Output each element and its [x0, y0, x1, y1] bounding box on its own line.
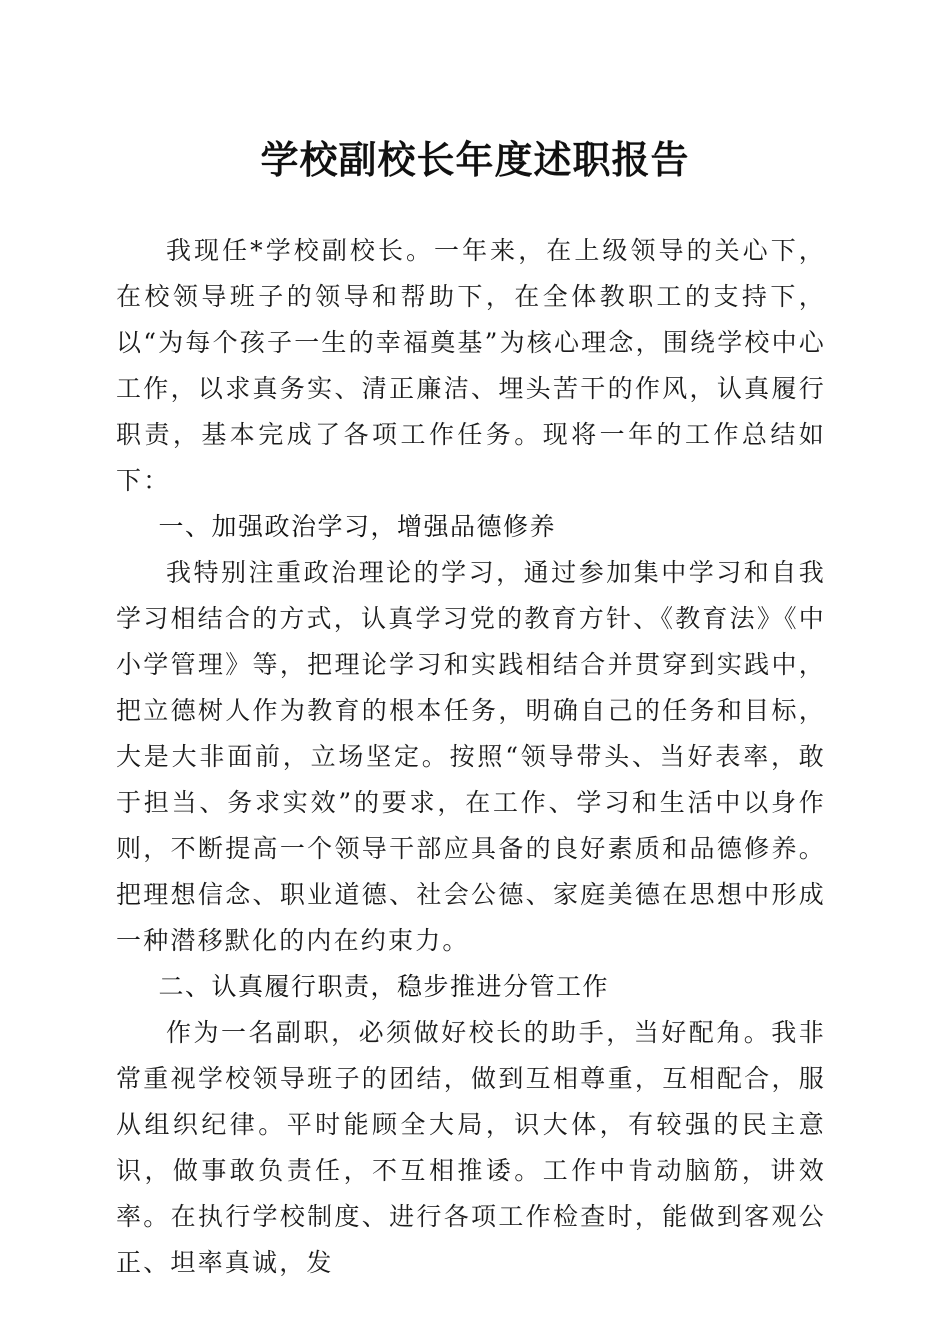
section-paragraph-1: 我特别注重政治理论的学习，通过参加集中学习和自我学习相结合的方式，认真学习党的教育方针、《教育法》《中小学管理》等，把理论学习和实践相结合并贯穿到实践中，把立德树人作为教育的根本任务，明确自己的任务和目标，大是大非面前，立场坚定。按照“领导带头、当好表率，敢于担当、务求实效”的要求，在工作、学习和生活中以身作则，不断提高一个领导干部应具备的良好素质和品德修养。把理想信念、职业道德、社会公德、家庭美德在思想中形成一种潜移默化的内在约束力。: [116, 558, 826, 955]
document-body: [116, 228, 826, 1286]
section-heading-1: 一、加强政治学习，增强品德修养: [158, 512, 557, 541]
document-title: 学校副校长年度述职报告: [260, 137, 690, 182]
intro-paragraph: 我现任*学校副校长。一年来，在上级领导的关心下，在校领导班子的领导和帮助下，在全体教职工的支持下，以“为每个孩子一生的幸福奠基”为核心理念，围绕学校中心工作，以求真务实、清正廉洁、埋头苦干的作风，认真履行职责，基本完成了各项工作任务。现将一年的工作总结如下：: [116, 236, 826, 495]
section-paragraph-2: 作为一名副职，必须做好校长的助手，当好配角。我非常重视学校领导班子的团结，做到互相尊重，互相配合，服从组织纪律。平时能顾全大局，识大体，有较强的民主意识，做事敢负责任，不互相推诿。工作中肯动脑筋，讲效率。在执行学校制度、进行各项工作检查时，能做到客观公正、坦率真诚，发: [116, 1018, 826, 1277]
section-heading-2: 二、认真履行职责，稳步推进分管工作: [158, 972, 610, 1001]
